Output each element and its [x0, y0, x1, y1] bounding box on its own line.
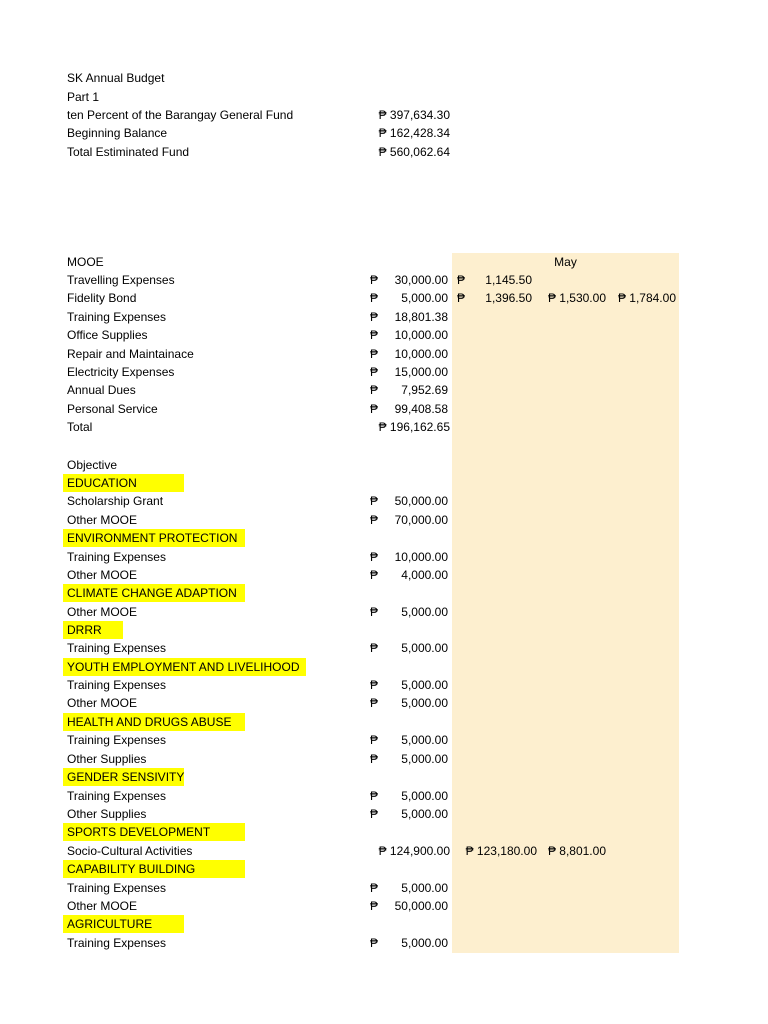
currency-symbol: ₱ — [370, 291, 379, 305]
item-label: Other Supplies — [67, 807, 147, 821]
item-label: Electricity Expenses — [67, 365, 175, 379]
item-label: Training Expenses — [67, 641, 166, 655]
section-title: CAPABILITY BUILDING — [63, 860, 245, 878]
may-amount-extra: ₱ 1,530.00 — [547, 291, 606, 305]
section-row — [0, 584, 768, 602]
section-row — [0, 860, 768, 878]
mooe-row — [0, 400, 768, 418]
item-amount: 5,000.00 — [401, 936, 448, 950]
item-amount: 15,000.00 — [394, 365, 448, 379]
item-amount: 5,000.00 — [401, 733, 448, 747]
section-title: SPORTS DEVELOPMENT — [63, 823, 245, 841]
item-amount: 5,000.00 — [401, 881, 448, 895]
currency-symbol: ₱ — [370, 310, 379, 324]
item-amount: 5,000.00 — [401, 807, 448, 821]
fund-value: ₱ 162,428.34 — [378, 126, 450, 140]
fund-value: ₱ 560,062.64 — [378, 145, 450, 159]
document-title: SK Annual Budget — [67, 71, 165, 85]
section-title: CLIMATE CHANGE ADAPTION — [63, 584, 245, 602]
currency-symbol: ₱ — [370, 365, 379, 379]
item-label: Personal Service — [67, 402, 158, 416]
total-value: ₱ 196,162.65 — [378, 420, 450, 434]
fund-label: Beginning Balance — [67, 126, 168, 140]
currency-symbol: ₱ — [370, 881, 379, 895]
objective-heading: Objective — [67, 458, 118, 472]
section-title: GENDER SENSIVITY — [63, 768, 184, 786]
title-row — [0, 69, 768, 87]
mooe-heading-row — [0, 253, 768, 271]
item-label: Other MOOE — [67, 899, 138, 913]
item-amount: 5,000.00 — [401, 678, 448, 692]
mooe-row — [0, 271, 768, 289]
section-row — [0, 658, 768, 676]
item-label: Training Expenses — [67, 733, 166, 747]
section-row — [0, 768, 768, 786]
item-amount: 10,000.00 — [394, 347, 448, 361]
currency-symbol: ₱ — [370, 936, 379, 950]
item-amount: 50,000.00 — [394, 899, 448, 913]
item-amount: 7,952.69 — [401, 383, 448, 397]
mooe-row — [0, 289, 768, 307]
objective-row — [0, 603, 768, 621]
currency-symbol: ₱ — [370, 513, 379, 527]
currency-symbol: ₱ — [370, 328, 379, 342]
mooe-row — [0, 326, 768, 344]
currency-symbol: ₱ — [370, 383, 379, 397]
may-amount: 1,396.50 — [485, 291, 532, 305]
currency-symbol: ₱ — [370, 568, 379, 582]
may-currency-symbol: ₱ — [457, 291, 466, 305]
section-title: EDUCATION — [63, 474, 184, 492]
item-amount: 5,000.00 — [401, 696, 448, 710]
section-title: ENVIRONMENT PROTECTION — [63, 529, 245, 547]
currency-symbol: ₱ — [370, 752, 379, 766]
objective-row — [0, 805, 768, 823]
item-amount: 10,000.00 — [394, 328, 448, 342]
item-label: Travelling Expenses — [67, 273, 175, 287]
item-label: Training Expenses — [67, 789, 166, 803]
fund-label: Total Estiminated Fund — [67, 145, 190, 159]
section-title: AGRICULTURE — [63, 915, 184, 933]
fund-row — [0, 143, 768, 161]
mooe-total-row — [0, 418, 768, 436]
currency-symbol: ₱ — [370, 678, 379, 692]
item-amount: 18,801.38 — [394, 310, 448, 324]
total-label: Total — [67, 420, 93, 434]
item-label: Office Supplies — [67, 328, 148, 342]
item-amount: 10,000.00 — [394, 550, 448, 564]
currency-symbol: ₱ — [370, 273, 379, 287]
objective-row — [0, 934, 768, 952]
currency-symbol: ₱ — [370, 789, 379, 803]
mooe-row — [0, 381, 768, 399]
item-value: ₱ 124,900.00 — [378, 844, 450, 858]
currency-symbol: ₱ — [370, 807, 379, 821]
item-label: Training Expenses — [67, 310, 166, 324]
currency-symbol: ₱ — [370, 899, 379, 913]
item-label: Other MOOE — [67, 696, 138, 710]
item-amount: 5,000.00 — [401, 752, 448, 766]
item-amount: 99,408.58 — [394, 402, 448, 416]
mooe-heading: MOOE — [67, 255, 104, 269]
currency-symbol: ₱ — [370, 696, 379, 710]
item-label: Training Expenses — [67, 881, 166, 895]
part-row — [0, 88, 768, 106]
mooe-row — [0, 363, 768, 381]
currency-symbol: ₱ — [370, 550, 379, 564]
item-label: Training Expenses — [67, 678, 166, 692]
item-label: Annual Dues — [67, 383, 136, 397]
item-label: Fidelity Bond — [67, 291, 137, 305]
mooe-row — [0, 308, 768, 326]
may-amount-extra: ₱ 8,801.00 — [547, 844, 606, 858]
item-amount: 30,000.00 — [394, 273, 448, 287]
item-label: Other Supplies — [67, 752, 147, 766]
currency-symbol: ₱ — [370, 402, 379, 416]
item-amount: 5,000.00 — [401, 641, 448, 655]
objective-row — [0, 731, 768, 749]
item-label: Scholarship Grant — [67, 494, 164, 508]
currency-symbol: ₱ — [370, 494, 379, 508]
objective-row — [0, 879, 768, 897]
objective-row — [0, 548, 768, 566]
section-row — [0, 529, 768, 547]
item-label: Other MOOE — [67, 513, 138, 527]
fund-row — [0, 106, 768, 124]
objective-row — [0, 511, 768, 529]
month-header: May — [554, 255, 577, 269]
may-amount-extra: ₱ 1,784.00 — [617, 291, 676, 305]
objective-heading-row — [0, 456, 768, 474]
item-label: Training Expenses — [67, 550, 166, 564]
mooe-row — [0, 345, 768, 363]
may-amount: 1,145.50 — [485, 273, 532, 287]
section-title: DRRR — [63, 621, 123, 639]
section-row — [0, 823, 768, 841]
may-currency-symbol: ₱ — [457, 273, 466, 287]
section-row — [0, 713, 768, 731]
objective-row — [0, 566, 768, 584]
section-row — [0, 621, 768, 639]
section-row — [0, 915, 768, 933]
currency-symbol: ₱ — [370, 733, 379, 747]
objective-row — [0, 676, 768, 694]
objective-row — [0, 694, 768, 712]
item-amount: 5,000.00 — [401, 291, 448, 305]
fund-value: ₱ 397,634.30 — [378, 108, 450, 122]
item-amount: 5,000.00 — [401, 789, 448, 803]
objective-row — [0, 492, 768, 510]
objective-row — [0, 639, 768, 657]
currency-symbol: ₱ — [370, 347, 379, 361]
item-label: Other MOOE — [67, 605, 138, 619]
document-part: Part 1 — [67, 90, 100, 104]
objective-row — [0, 750, 768, 768]
fund-row — [0, 124, 768, 142]
fund-label: ten Percent of the Barangay General Fund — [67, 108, 294, 122]
section-title: HEALTH AND DRUGS ABUSE — [63, 713, 245, 731]
objective-row — [0, 897, 768, 915]
item-label: Training Expenses — [67, 936, 166, 950]
currency-symbol: ₱ — [370, 605, 379, 619]
may-amount: ₱ 123,180.00 — [465, 844, 537, 858]
item-amount: 50,000.00 — [394, 494, 448, 508]
currency-symbol: ₱ — [370, 641, 379, 655]
objective-row — [0, 842, 768, 860]
section-row — [0, 474, 768, 492]
item-amount: 5,000.00 — [401, 605, 448, 619]
item-label: Socio-Cultural Activities — [67, 844, 193, 858]
item-label: Other MOOE — [67, 568, 138, 582]
objective-row — [0, 787, 768, 805]
section-title: YOUTH EMPLOYMENT AND LIVELIHOOD — [63, 658, 306, 676]
item-label: Repair and Maintainace — [67, 347, 194, 361]
item-amount: 4,000.00 — [401, 568, 448, 582]
item-amount: 70,000.00 — [394, 513, 448, 527]
